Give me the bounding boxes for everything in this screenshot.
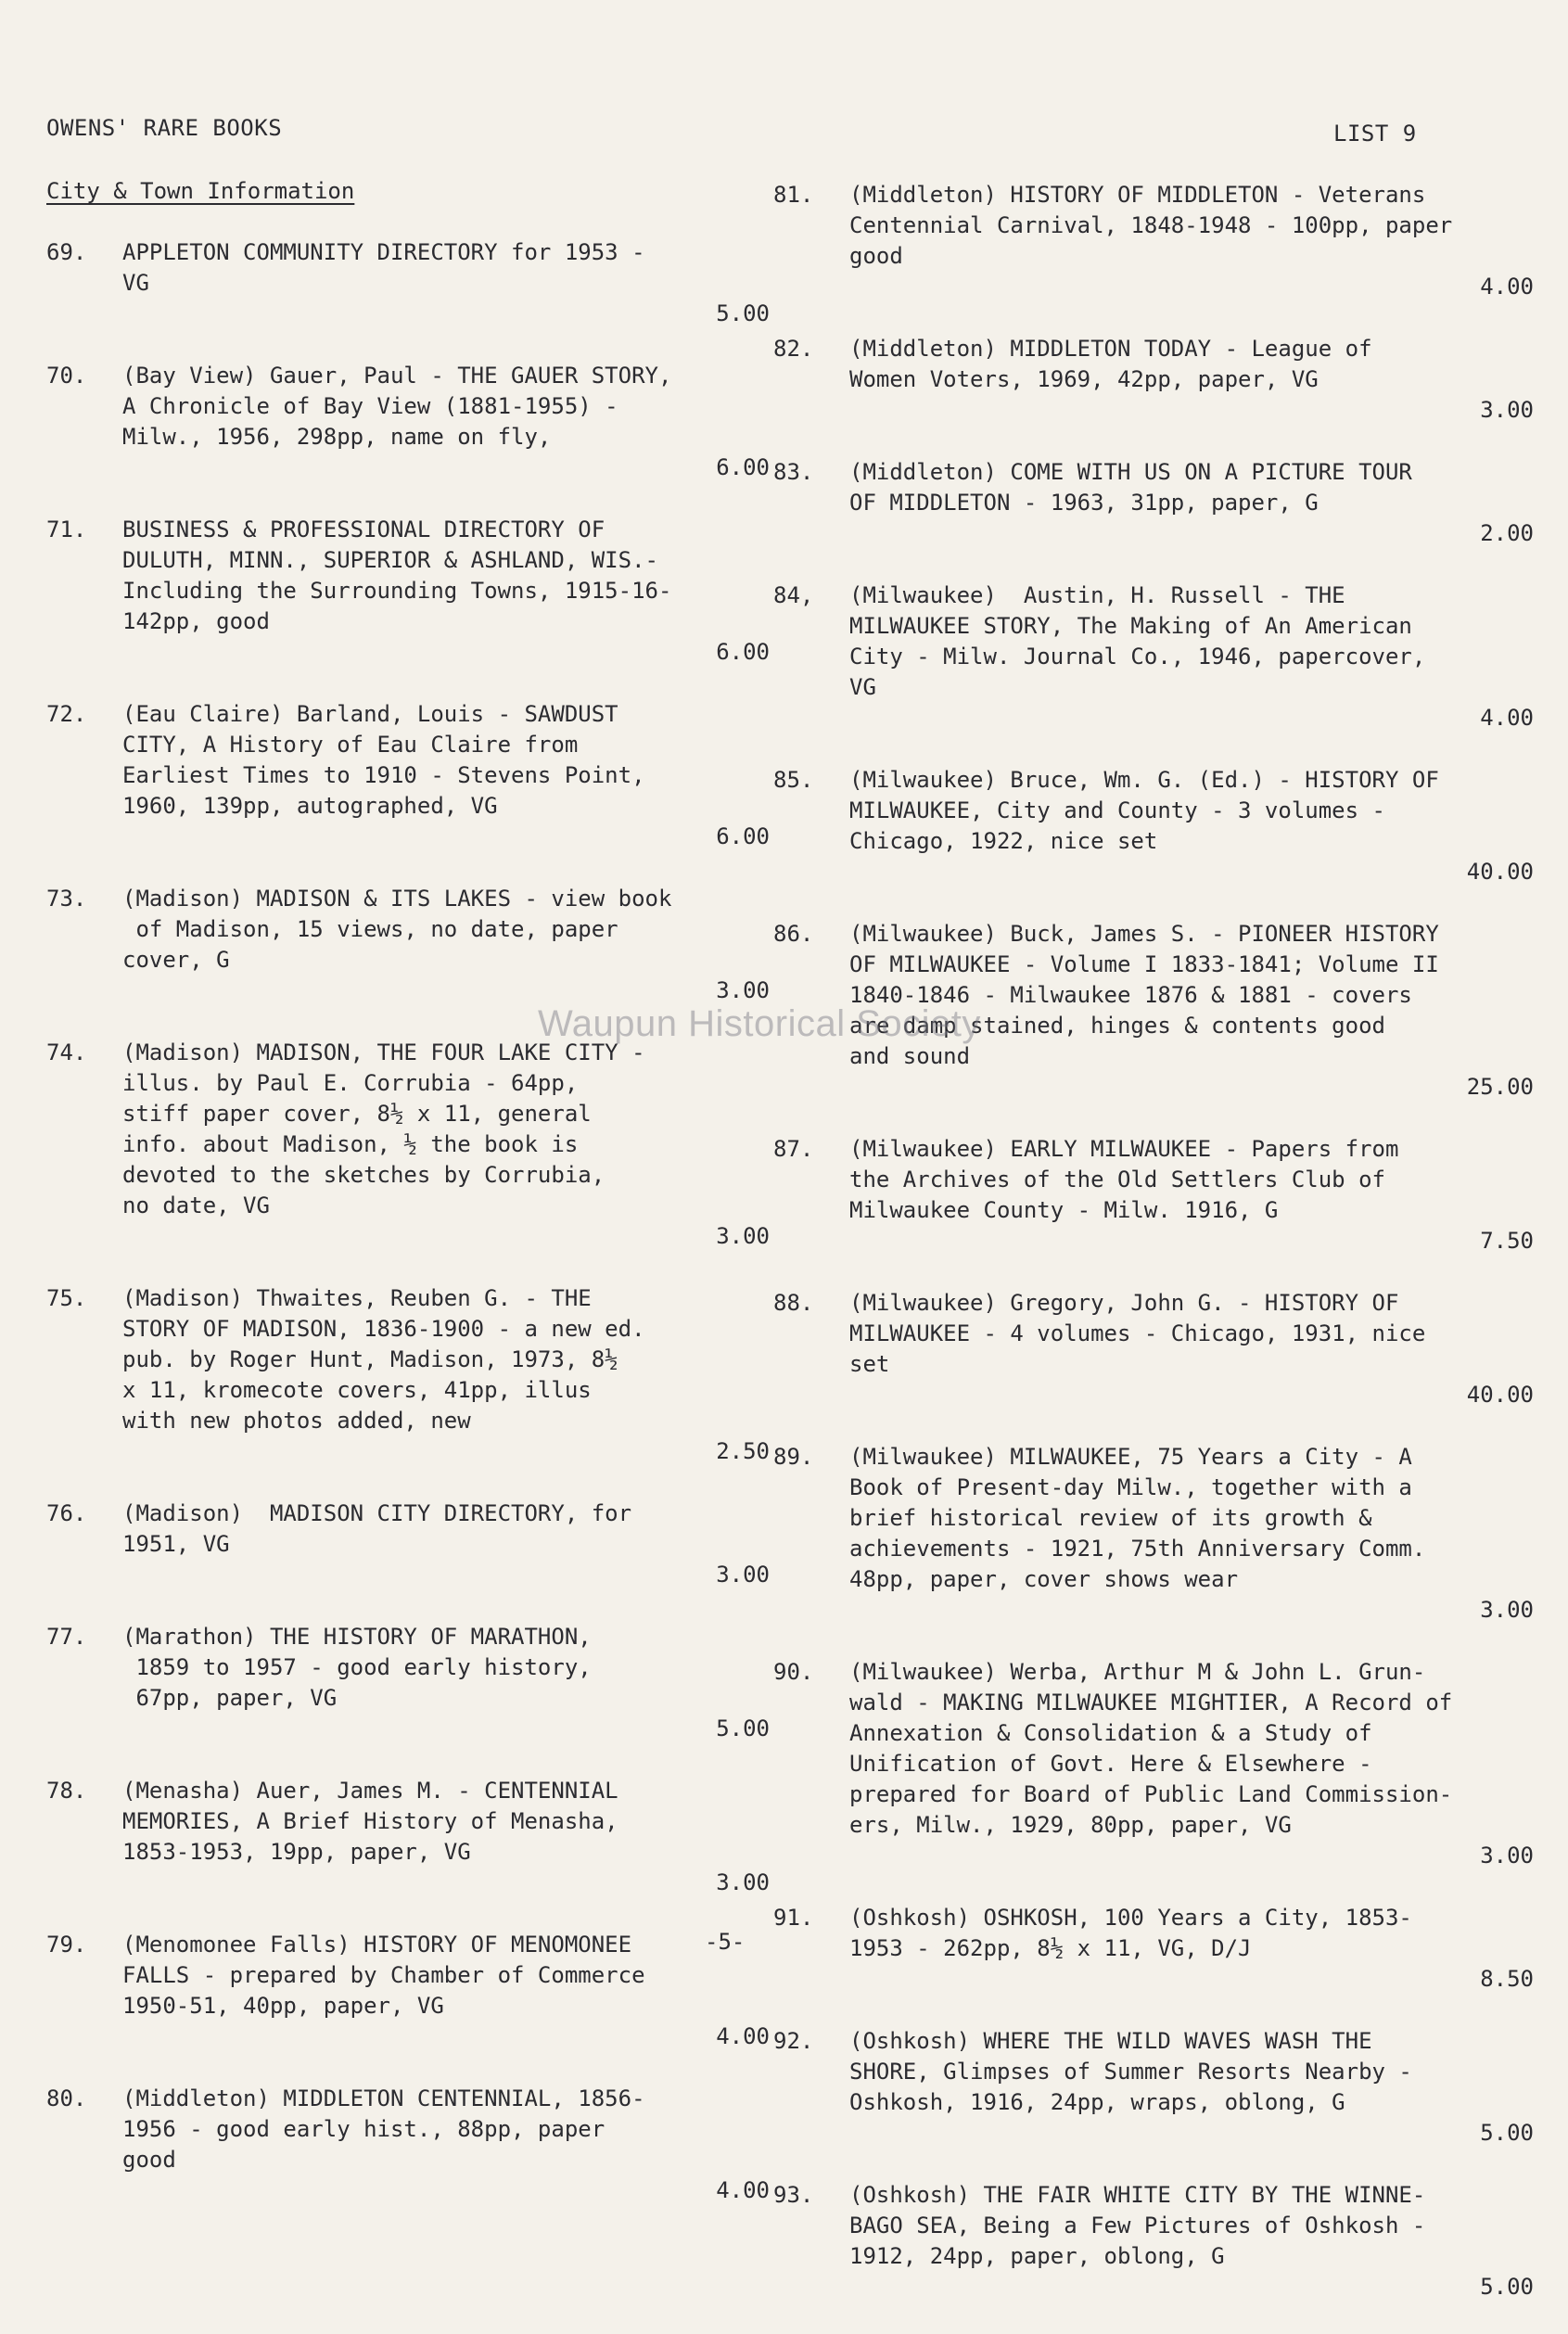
entry-description	[122, 2084, 770, 2206]
entry-number: 86.	[773, 921, 814, 947]
catalog-entry	[46, 1930, 770, 2052]
entry-line: (Bay View) Gauer, Paul - THE GAUER STORY,	[122, 363, 672, 389]
entry-description	[849, 1903, 1534, 1995]
catalog-entry	[46, 515, 770, 668]
catalog-entry	[773, 765, 1534, 887]
entry-line: (Middleton) COME WITH US ON A PICTURE TOUR	[849, 459, 1412, 485]
catalog-entry	[773, 1903, 1534, 1995]
entry-line: 48pp, paper, cover shows wear	[849, 1566, 1239, 1592]
entry-line: (Marathon) THE HISTORY OF MARATHON,	[122, 1624, 592, 1650]
entry-line: 1951, VG	[122, 1531, 230, 1557]
price-row	[849, 2118, 1534, 2149]
entry-number: 71.	[46, 517, 87, 542]
entry-line: (Madison) MADISON CITY DIRECTORY, for	[122, 1500, 632, 1526]
entry-description	[849, 334, 1534, 426]
price-row	[849, 1072, 1534, 1103]
price-row	[849, 1595, 1534, 1626]
left-column	[46, 237, 770, 2238]
watermark: Waupun Historical Society	[538, 1003, 981, 1044]
entry-line: OF MILWAUKEE - Volume I 1833-1841; Volume II	[849, 951, 1439, 977]
entry-line: VG	[122, 270, 149, 296]
entry-price: 3.00	[716, 1223, 770, 1249]
entry-number: 80.	[46, 2085, 87, 2111]
entry-description	[122, 515, 770, 668]
list-number: LIST 9	[1333, 121, 1417, 147]
entry-line: with new photos added, new	[122, 1408, 471, 1434]
entry-description	[849, 580, 1534, 733]
entry-line: (Middleton) HISTORY OF MIDDLETON - Veterans	[849, 182, 1426, 208]
entry-price: 6.00	[716, 639, 770, 665]
entry-line: Chicago, 1922, nice set	[849, 828, 1158, 854]
entry-line: APPLETON COMMUNITY DIRECTORY for 1953 -	[122, 239, 645, 265]
price-row	[122, 453, 770, 483]
entry-line: MILWAUKEE, City and County - 3 volumes -	[849, 797, 1385, 823]
entry-line: brief historical review of its growth &	[849, 1505, 1372, 1531]
entry-number: 89.	[773, 1444, 814, 1470]
entry-line: CITY, A History of Eau Claire from	[122, 732, 579, 758]
price-row	[122, 2175, 770, 2206]
price-row	[849, 1380, 1534, 1410]
entry-number: 69.	[46, 239, 87, 265]
entry-line: the Archives of the Old Settlers Club of	[849, 1167, 1385, 1193]
entry-line: (Oshkosh) OSHKOSH, 100 Years a City, 1853-	[849, 1905, 1412, 1931]
price-row	[849, 395, 1534, 426]
entry-description	[122, 237, 770, 329]
entry-line: (Madison) MADISON, THE FOUR LAKE CITY -	[122, 1039, 645, 1065]
catalog-entry	[46, 1499, 770, 1590]
entry-price: 4.00	[716, 2023, 770, 2049]
entry-line: A Chronicle of Bay View (1881-1955) -	[122, 393, 618, 419]
entry-price: 3.00	[716, 1562, 770, 1588]
entry-line: 67pp, paper, VG	[122, 1685, 338, 1711]
entry-price: 8.50	[1480, 1966, 1534, 1992]
catalog-entry	[773, 580, 1534, 733]
entry-line: Annexation & Consolidation & a Study of	[849, 1720, 1372, 1746]
catalog-entry	[46, 237, 770, 329]
entry-price: 5.00	[716, 1715, 770, 1741]
entry-number: 83.	[773, 459, 814, 485]
entry-line: illus. by Paul E. Corrubia - 64pp,	[122, 1070, 579, 1096]
entry-description	[122, 1038, 770, 1252]
entry-line: Oshkosh, 1916, 24pp, wraps, oblong, G	[849, 2089, 1345, 2115]
entry-line: (Middleton) MIDDLETON CENTENNIAL, 1856-	[122, 2085, 645, 2111]
entry-price: 4.00	[716, 2177, 770, 2203]
entry-line: prepared for Board of Public Land Commission-	[849, 1781, 1453, 1807]
entry-line: (Oshkosh) WHERE THE WILD WAVES WASH THE	[849, 2028, 1372, 2054]
entry-description	[849, 765, 1534, 887]
entry-line: no date, VG	[122, 1193, 270, 1218]
entry-line: 1950-51, 40pp, paper, VG	[122, 1993, 444, 2019]
price-row	[849, 2272, 1534, 2302]
entry-line: info. about Madison, ½ the book is	[122, 1131, 579, 1157]
entry-line: (Milwaukee) Austin, H. Russell - THE	[849, 582, 1345, 608]
entry-line: Centennial Carnival, 1848-1948 - 100pp, paper	[849, 212, 1453, 238]
price-row	[849, 1841, 1534, 1871]
entry-description	[122, 1499, 770, 1590]
price-row	[849, 1964, 1534, 1995]
entry-number: 90.	[773, 1659, 814, 1685]
catalog-entry	[773, 334, 1534, 426]
entry-description	[849, 1657, 1534, 1871]
price-row	[122, 1221, 770, 1252]
entry-line: MEMORIES, A Brief History of Menasha,	[122, 1808, 618, 1834]
entry-description	[849, 457, 1534, 549]
entry-number: 92.	[773, 2028, 814, 2054]
entry-line: wald - MAKING MILWAUKEE MIGHTIER, A Record of	[849, 1690, 1453, 1715]
entry-line: (Menasha) Auer, James M. - CENTENNIAL	[122, 1778, 618, 1804]
price-row	[122, 822, 770, 852]
entry-price: 5.00	[1480, 2274, 1534, 2300]
entry-line: OF MIDDLETON - 1963, 31pp, paper, G	[849, 490, 1319, 516]
entry-price: 7.50	[1480, 1228, 1534, 1254]
entry-number: 91.	[773, 1905, 814, 1931]
entry-line: MILWAUKEE - 4 volumes - Chicago, 1931, nice	[849, 1320, 1426, 1346]
entry-price: 4.00	[1480, 274, 1534, 300]
entry-price: 3.00	[1480, 1597, 1534, 1623]
entry-line: (Madison) Thwaites, Reuben G. - THE	[122, 1285, 592, 1311]
entry-number: 73.	[46, 886, 87, 912]
entry-line: Unification of Govt. Here & Elsewhere -	[849, 1751, 1372, 1777]
entry-line: 1840-1846 - Milwaukee 1876 & 1881 - covers	[849, 982, 1412, 1008]
entry-number: 93.	[773, 2182, 814, 2208]
entry-line: MILWAUKEE STORY, The Making of An American	[849, 613, 1412, 639]
entry-price: 40.00	[1466, 859, 1534, 885]
entry-price: 5.00	[716, 300, 770, 326]
entry-price: 3.00	[716, 977, 770, 1003]
entry-line: (Oshkosh) THE FAIR WHITE CITY BY THE WINNE-	[849, 2182, 1426, 2208]
price-row	[122, 637, 770, 668]
entry-line: (Milwaukee) Bruce, Wm. G. (Ed.) - HISTORY OF	[849, 767, 1439, 793]
entry-line: FALLS - prepared by Chamber of Commerce	[122, 1962, 645, 1988]
right-column	[773, 180, 1534, 2334]
catalog-entry	[773, 1657, 1534, 1871]
entry-number: 81.	[773, 182, 814, 208]
entry-line: 1859 to 1957 - good early history,	[122, 1654, 592, 1680]
entry-description	[122, 884, 770, 1006]
entry-number: 76.	[46, 1500, 87, 1526]
entry-description	[122, 1776, 770, 1898]
entry-description	[849, 2026, 1534, 2149]
entry-number: 77.	[46, 1624, 87, 1650]
entry-line: good	[122, 2147, 176, 2173]
entry-description	[849, 1442, 1534, 1626]
entry-line: 142pp, good	[122, 608, 270, 634]
entry-price: 3.00	[716, 1869, 770, 1895]
entry-number: 70.	[46, 363, 87, 389]
catalog-entry	[773, 2026, 1534, 2149]
entry-line: Milwaukee County - Milw. 1916, G	[849, 1197, 1279, 1223]
entry-number: 85.	[773, 767, 814, 793]
dealer-name: OWENS' RARE BOOKS	[46, 115, 283, 141]
entry-description	[122, 1930, 770, 2052]
entry-line: (Milwaukee) Buck, James S. - PIONEER HISTORY	[849, 921, 1439, 947]
entry-line: (Madison) MADISON & ITS LAKES - view book	[122, 886, 672, 912]
entry-number: 79.	[46, 1932, 87, 1958]
entry-number: 88.	[773, 1290, 814, 1316]
entry-line: BUSINESS & PROFESSIONAL DIRECTORY OF	[122, 517, 606, 542]
section-title: City & Town Information	[46, 178, 355, 204]
price-row	[849, 857, 1534, 887]
entry-line: (Middleton) MIDDLETON TODAY - League of	[849, 336, 1372, 362]
entry-line: devoted to the sketches by Corrubia,	[122, 1162, 606, 1188]
catalog-entry	[46, 699, 770, 852]
entry-line: of Madison, 15 views, no date, paper	[122, 916, 618, 942]
entry-description	[122, 1622, 770, 1744]
entry-number: 72.	[46, 701, 87, 727]
catalog-entry	[46, 1038, 770, 1252]
catalog-entry	[773, 457, 1534, 549]
catalog-entry	[773, 1134, 1534, 1256]
entry-price: 6.00	[716, 454, 770, 480]
price-row	[849, 1226, 1534, 1256]
page-number: -5-	[705, 1929, 746, 1955]
entry-line: pub. by Roger Hunt, Madison, 1973, 8½	[122, 1346, 618, 1372]
price-row	[122, 1868, 770, 1898]
catalog-entry	[46, 2084, 770, 2206]
price-row	[122, 976, 770, 1006]
entry-line: 1956 - good early hist., 88pp, paper	[122, 2116, 606, 2142]
entry-line: STORY OF MADISON, 1836-1900 - a new ed.	[122, 1316, 645, 1342]
price-row	[122, 1436, 770, 1467]
entry-line: x 11, kromecote covers, 41pp, illus	[122, 1377, 592, 1403]
entry-description	[849, 1134, 1534, 1256]
entry-description	[849, 180, 1534, 302]
entry-line: are damp stained, hinges & contents good	[849, 1013, 1385, 1039]
entry-line: VG	[849, 674, 876, 700]
entry-description	[122, 1283, 770, 1467]
entry-number: 75.	[46, 1285, 87, 1311]
entry-price: 3.00	[1480, 1843, 1534, 1868]
entry-line: Milw., 1956, 298pp, name on fly,	[122, 424, 552, 450]
entry-line: stiff paper cover, 8½ x 11, general	[122, 1101, 592, 1127]
price-row	[122, 299, 770, 329]
entry-line: achievements - 1921, 75th Anniversary Comm.	[849, 1536, 1426, 1562]
entry-line: cover, G	[122, 947, 230, 973]
entry-number: 87.	[773, 1136, 814, 1162]
catalog-entry	[46, 1283, 770, 1467]
entry-line: 1853-1953, 19pp, paper, VG	[122, 1839, 471, 1865]
entry-price: 4.00	[1480, 705, 1534, 731]
entry-number: 74.	[46, 1039, 87, 1065]
catalog-entry	[773, 1442, 1534, 1626]
price-row	[122, 2022, 770, 2052]
entry-line: and sound	[849, 1043, 971, 1069]
entry-line: set	[849, 1351, 890, 1377]
entry-line: 1912, 24pp, paper, oblong, G	[849, 2243, 1225, 2269]
entry-line: (Menomonee Falls) HISTORY OF MENOMONEE	[122, 1932, 632, 1958]
entry-line: SHORE, Glimpses of Summer Resorts Nearby -	[849, 2059, 1412, 2085]
entry-line: 1953 - 262pp, 8½ x 11, VG, D/J	[849, 1935, 1252, 1961]
entry-line: Women Voters, 1969, 42pp, paper, VG	[849, 366, 1319, 392]
entry-line: BAGO SEA, Being a Few Pictures of Oshkosh -	[849, 2213, 1426, 2238]
price-row	[849, 272, 1534, 302]
entry-description	[849, 1288, 1534, 1410]
entry-description	[849, 2180, 1534, 2302]
entry-price: 40.00	[1466, 1382, 1534, 1408]
entry-line: (Milwaukee) Gregory, John G. - HISTORY OF	[849, 1290, 1399, 1316]
entry-price: 2.50	[716, 1438, 770, 1464]
entry-price: 6.00	[716, 823, 770, 849]
price-row	[849, 518, 1534, 549]
entry-price: 3.00	[1480, 397, 1534, 423]
catalog-entry	[46, 1622, 770, 1744]
entry-line: DULUTH, MINN., SUPERIOR & ASHLAND, WIS.-	[122, 547, 658, 573]
entry-price: 2.00	[1480, 520, 1534, 546]
entry-line: (Milwaukee) MILWAUKEE, 75 Years a City - A	[849, 1444, 1412, 1470]
entry-line: Earliest Times to 1910 - Stevens Point,	[122, 762, 645, 788]
price-row	[122, 1714, 770, 1744]
entry-line: ers, Milw., 1929, 80pp, paper, VG	[849, 1812, 1292, 1838]
price-row	[849, 703, 1534, 733]
catalog-entry	[46, 1776, 770, 1898]
entry-number: 84,	[773, 582, 814, 608]
catalog-entry	[773, 1288, 1534, 1410]
entry-line: Book of Present-day Milw., together with a	[849, 1474, 1412, 1500]
entry-line: (Eau Claire) Barland, Louis - SAWDUST	[122, 701, 618, 727]
entry-line: 1960, 139pp, autographed, VG	[122, 793, 498, 819]
price-row	[122, 1560, 770, 1590]
entry-number: 78.	[46, 1778, 87, 1804]
entry-line: City - Milw. Journal Co., 1946, papercover,	[849, 644, 1426, 670]
entry-line: (Milwaukee) Werba, Arthur M & John L. Grun-	[849, 1659, 1426, 1685]
entry-price: 25.00	[1466, 1074, 1534, 1100]
entry-description	[122, 699, 770, 852]
entry-price: 5.00	[1480, 2120, 1534, 2146]
catalog-entry	[46, 361, 770, 483]
entry-line: good	[849, 243, 903, 269]
entry-line: Including the Surrounding Towns, 1915-16-	[122, 578, 672, 604]
catalog-entry	[773, 180, 1534, 302]
catalog-entry	[773, 2180, 1534, 2302]
entry-description	[122, 361, 770, 483]
entry-number: 82.	[773, 336, 814, 362]
entry-line: (Milwaukee) EARLY MILWAUKEE - Papers from	[849, 1136, 1399, 1162]
catalog-entry	[46, 884, 770, 1006]
